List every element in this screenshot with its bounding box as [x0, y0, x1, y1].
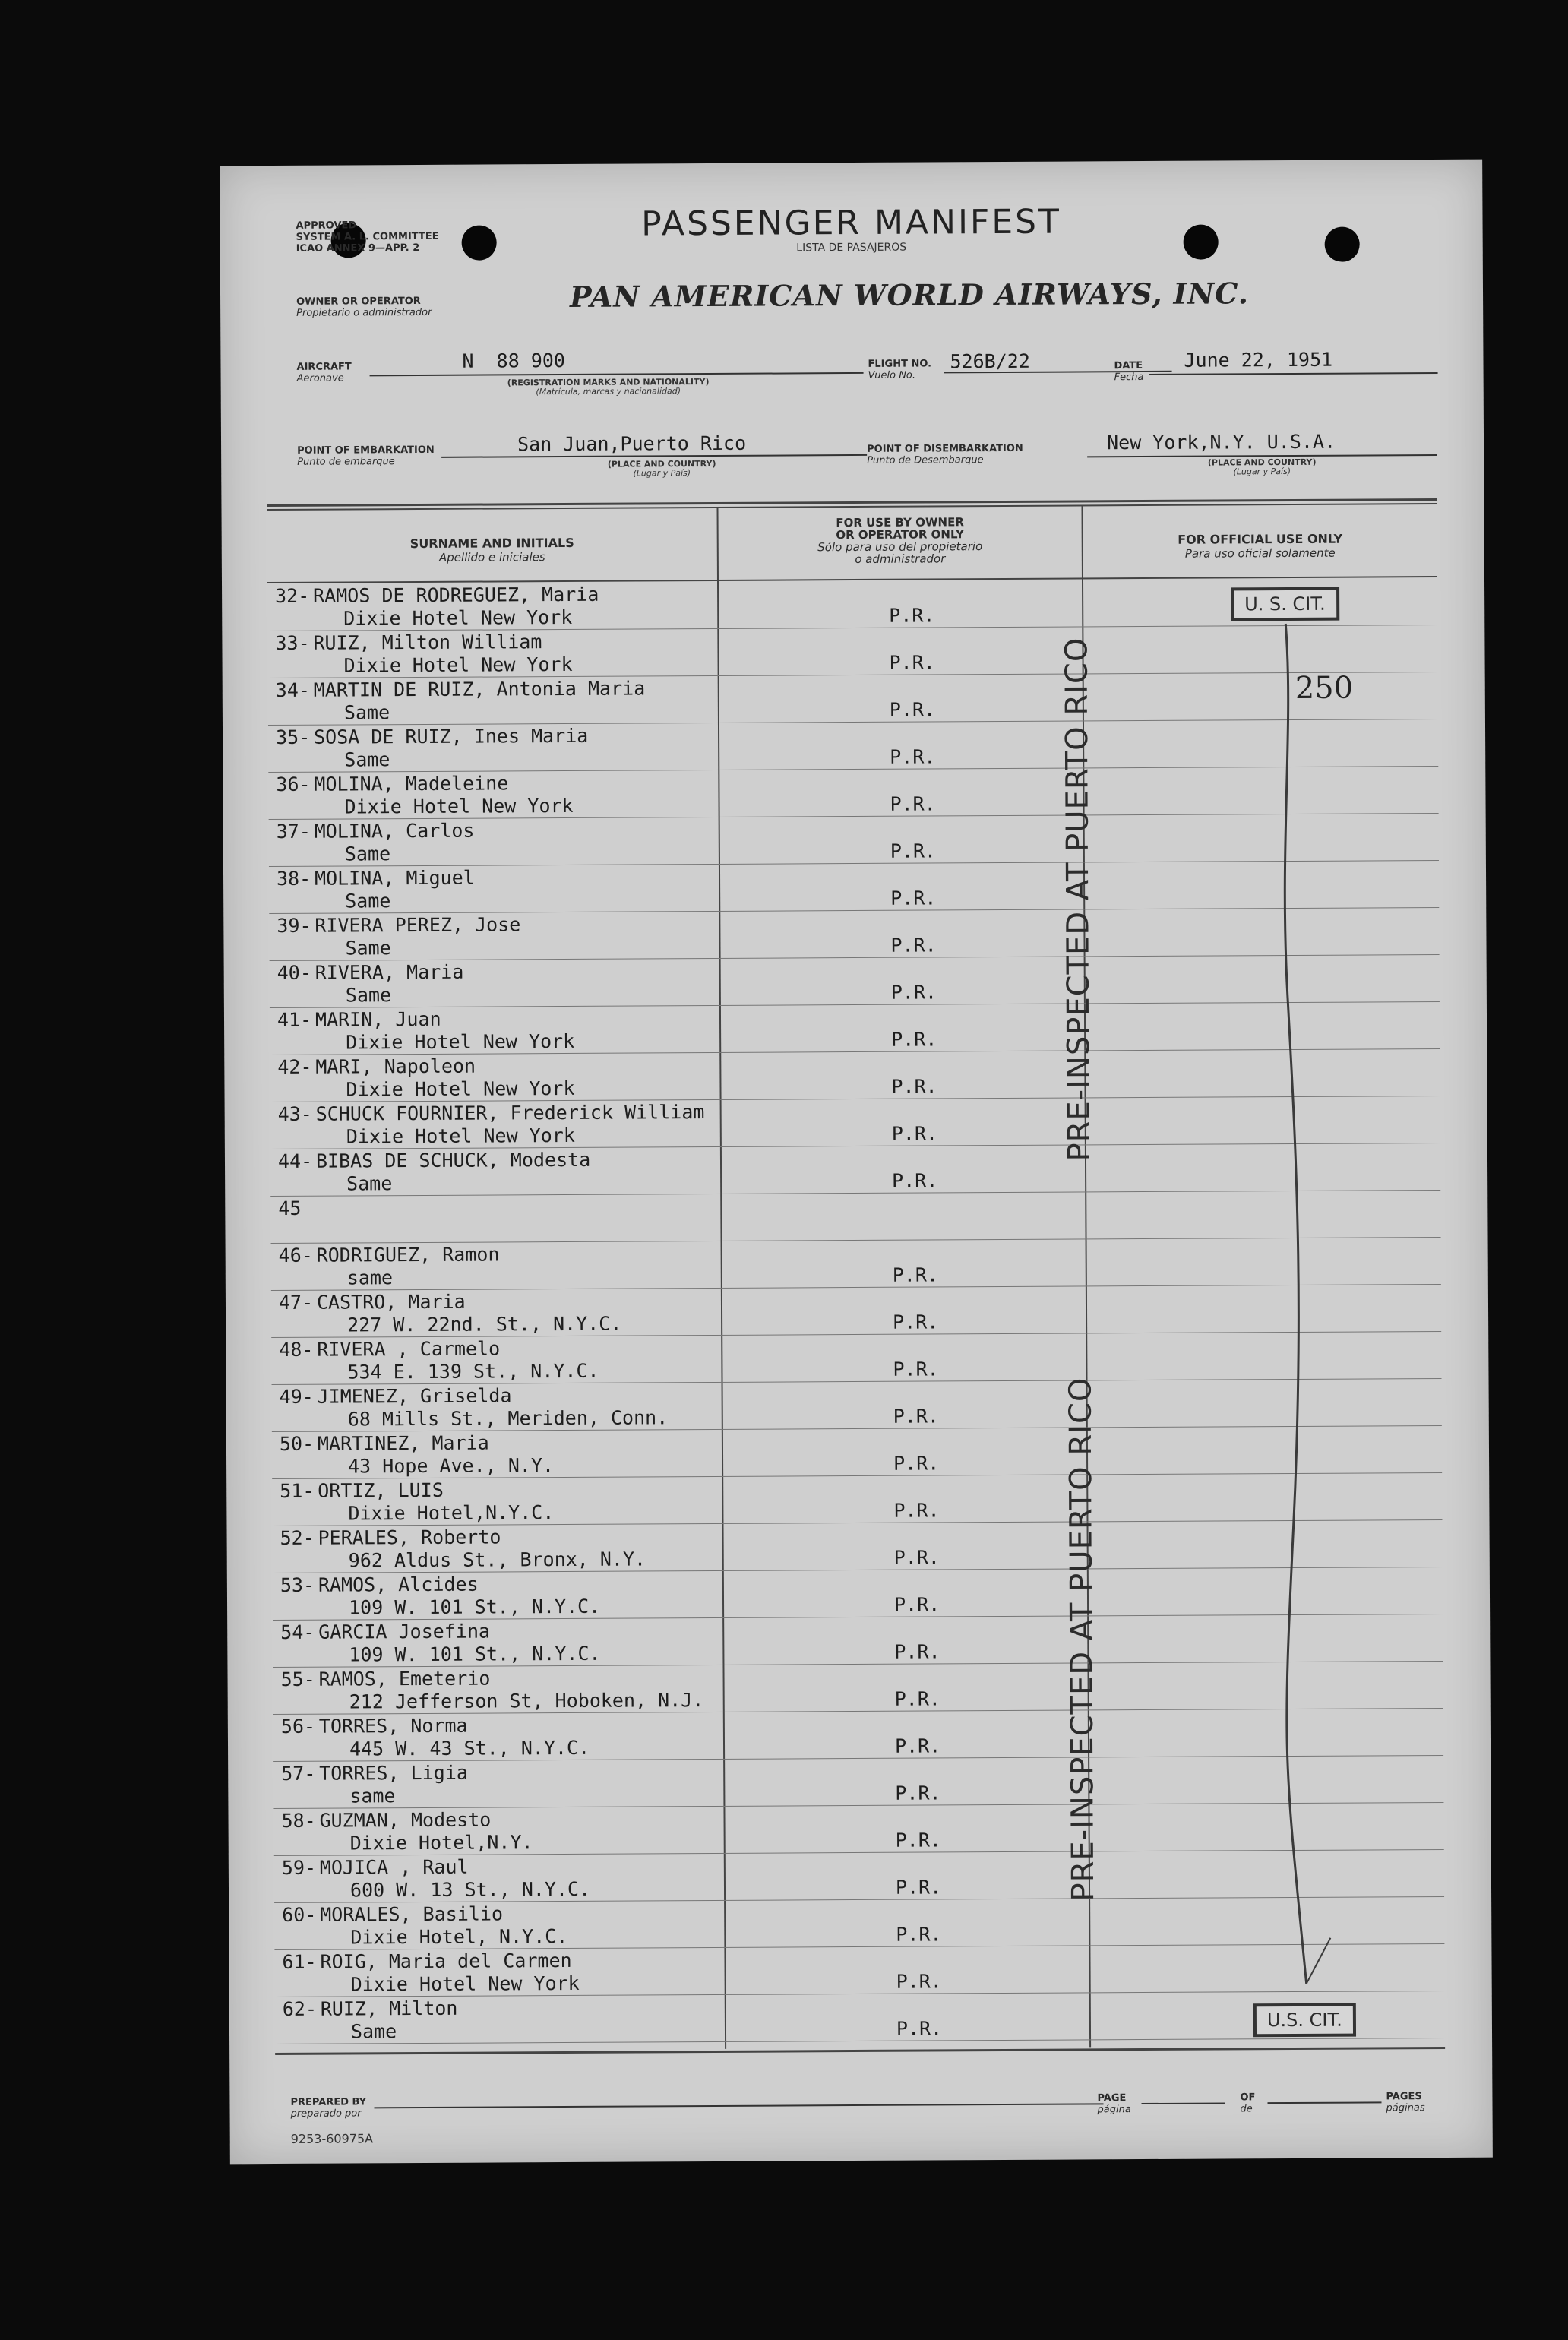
passenger-name: MARI, Napoleon [315, 1055, 476, 1078]
operator-mark: P.R. [890, 745, 936, 768]
passenger-number: 51- [280, 1479, 315, 1502]
page-label: PAGE página [1097, 2092, 1131, 2116]
passenger-address: 68 Mills St., Meriden, Conn. [347, 1406, 669, 1431]
passenger-name: ROIG, Maria del Carmen [320, 1949, 572, 1973]
passenger-name: RAMOS DE RODREGUEZ, Maria [313, 583, 599, 607]
passenger-address: Dixie Hotel,N.Y.C. [348, 1501, 555, 1525]
operator-mark: P.R. [890, 934, 937, 957]
passenger-number: 46- [278, 1244, 313, 1266]
passenger-name: RIVERA , Carmelo [317, 1337, 501, 1361]
operator-mark: P.R. [891, 1028, 937, 1051]
operator-mark: P.R. [890, 887, 937, 909]
owner-label: OWNER OR OPERATOR Propietario o administrador [296, 295, 432, 319]
operator-mark: P.R. [892, 1169, 938, 1192]
passenger-number: 56- [280, 1715, 316, 1738]
date-value: June 22, 1951 [1184, 348, 1333, 372]
passenger-name: MOLINA, Miguel [314, 866, 475, 890]
passenger-number: 59- [281, 1856, 317, 1879]
passenger-number: 61- [282, 1950, 317, 1973]
passenger-address: 445 W. 43 St., N.Y.C. [349, 1736, 590, 1760]
passenger-name: TORRES, Norma [318, 1714, 468, 1738]
passenger-address: Dixie Hotel New York [343, 653, 573, 677]
operator-mark: P.R. [891, 1075, 937, 1098]
operator-mark: P.R. [889, 604, 935, 627]
passenger-number: 44- [277, 1149, 313, 1172]
operator-mark: P.R. [894, 1734, 941, 1757]
operator-mark: P.R. [894, 1640, 940, 1663]
passenger-name: CASTRO, Maria [316, 1290, 466, 1314]
bracket-line [1255, 616, 1339, 2014]
passenger-address: Dixie Hotel New York [343, 606, 573, 630]
form-code: 9253-60975A [290, 2131, 374, 2146]
passenger-address: Same [345, 937, 391, 960]
passenger-name: MOLINA, Carlos [314, 819, 475, 843]
operator-mark: P.R. [896, 2017, 943, 2040]
approval-line: APPROVED [296, 220, 357, 232]
us-citizen-stamp: U.S. CIT. [1253, 2003, 1356, 2038]
operator-mark: P.R. [896, 1970, 942, 1993]
passenger-name: RAMOS, Alcides [318, 1573, 479, 1596]
operator-mark: P.R. [890, 840, 937, 862]
operator-mark: P.R. [894, 1687, 940, 1710]
passenger-name: GUZMAN, Modesto [319, 1808, 492, 1832]
passenger-number: 54- [280, 1621, 315, 1643]
passenger-number: 43- [277, 1102, 312, 1125]
of-label: OF de [1240, 2092, 1256, 2115]
pre-inspected-stamp: PRE-INSPECTED AT PUERTO RICO [1063, 1377, 1102, 1902]
company-name: PAN AMERICAN WORLD AIRWAYS, INC. [569, 276, 1250, 314]
pre-inspected-stamp: PRE-INSPECTED AT PUERTO RICO [1059, 637, 1098, 1162]
passenger-number: 57- [281, 1762, 316, 1785]
passenger-number: 33- [275, 631, 310, 654]
flight-label: FLIGHT NO. Vuelo No. [868, 358, 932, 381]
disembark-place-caption: (PLACE AND COUNTRY) (Lugar y País) [1207, 457, 1317, 477]
passenger-number: 35- [275, 726, 311, 748]
prepared-line [375, 2103, 1104, 2108]
passenger-name: MARTINEZ, Maria [317, 1431, 489, 1455]
passenger-address: 600 W. 13 St., N.Y.C. [349, 1877, 591, 1902]
passenger-address: Dixie Hotel New York [346, 1077, 575, 1101]
col-head-operator: FOR USE BY OWNER OR OPERATOR ONLY Sólo para uso del propietario o administrador [817, 515, 983, 566]
passenger-number: 36- [276, 773, 311, 795]
disembark-label: POINT OF DISEMBARKATION Punto de Desembarque [867, 442, 1023, 466]
passenger-number: 53- [280, 1573, 315, 1596]
passenger-name: RIVERA PEREZ, Jose [315, 913, 521, 937]
passenger-address: Same [350, 2020, 397, 2043]
passenger-name: SOSA DE RUIZ, Ines Maria [313, 724, 589, 748]
operator-mark: P.R. [895, 1782, 941, 1804]
passenger-address: Dixie Hotel,N.Y. [349, 1831, 533, 1855]
passenger-address: 227 W. 22nd. St., N.Y.C. [347, 1312, 622, 1336]
passenger-address: 43 Hope Ave., N.Y. [348, 1454, 555, 1478]
passenger-name: MOLINA, Madeleine [314, 772, 509, 795]
pages-label: PAGES páginas [1386, 2091, 1425, 2114]
passenger-number: 55- [280, 1668, 315, 1690]
date-label: DATE Fecha [1114, 360, 1144, 384]
operator-mark: P.R. [890, 981, 937, 1004]
aircraft-label: AIRCRAFT Aeronave [296, 361, 352, 384]
flight-value: 526B/22 [950, 349, 1030, 373]
operator-mark: P.R. [893, 1546, 940, 1569]
passenger-name: MARTIN DE RUIZ, Antonia Maria [313, 677, 646, 701]
passenger-number: 62- [282, 1997, 318, 2020]
passenger-number: 52- [280, 1526, 315, 1549]
passenger-number: 50- [279, 1432, 315, 1455]
passenger-name: PERALES, Roberto [318, 1526, 501, 1549]
passenger-name: RAMOS, Emeterio [318, 1667, 491, 1690]
passenger-address: 109 W. 101 St., N.Y.C. [348, 1595, 601, 1619]
passenger-number: 58- [281, 1809, 316, 1832]
embark-value: San Juan,Puerto Rico [517, 432, 747, 456]
operator-mark: P.R. [891, 1122, 938, 1145]
operator-mark: P.R. [889, 651, 935, 674]
passenger-address: Same [346, 1172, 393, 1195]
date-line [1149, 372, 1438, 375]
passenger-address: Same [343, 701, 390, 724]
page-line [1141, 2102, 1225, 2104]
manifest-sheet [220, 160, 1493, 2164]
embark-label: POINT OF EMBARKATION Punto de embarque [297, 444, 435, 468]
passenger-address: Same [345, 984, 392, 1007]
passenger-number: 40- [277, 961, 311, 984]
operator-mark: P.R. [893, 1405, 940, 1428]
passenger-number: 42- [277, 1055, 312, 1078]
count-mark: 250 [1295, 670, 1354, 706]
approval-line: ICAO ANNEX 9—APP. 2 [296, 242, 420, 255]
aircraft-value: N 88 900 [462, 349, 566, 372]
passenger-number: 48- [279, 1338, 314, 1361]
passenger-number: 39- [277, 914, 311, 937]
operator-mark: P.R. [896, 1923, 942, 1946]
form-subtitle: LISTA DE PASAJEROS [796, 241, 907, 255]
passenger-name: TORRES, Ligia [319, 1761, 468, 1785]
passenger-name: RUIZ, Milton William [313, 631, 542, 654]
passenger-number: 34- [275, 678, 310, 701]
passenger-number: 32- [275, 584, 310, 607]
passenger-address: Dixie Hotel New York [350, 1972, 580, 1996]
aircraft-line [370, 372, 864, 376]
embark-place-caption: (PLACE AND COUNTRY) (Lugar y País) [607, 458, 716, 479]
passenger-name: RUIZ, Milton [320, 1997, 458, 2020]
passenger-address: Dixie Hotel, N.Y.C. [350, 1925, 568, 1949]
approval-line: SYSTEM A. L. COMMITTEE [296, 230, 439, 243]
passenger-number: 38- [276, 867, 311, 890]
passenger-address: Dixie Hotel New York [346, 1124, 575, 1148]
passenger-name: MORALES, Basilio [320, 1902, 504, 1926]
prepared-by-label: PREPARED BY preparado por [290, 2096, 367, 2120]
operator-mark: P.R. [893, 1593, 940, 1616]
registration-caption: (REGISTRATION MARKS AND NATIONALITY) (Matrícula, marcas y nacionalidad) [507, 376, 710, 397]
form-title: PASSENGER MANIFEST [641, 202, 1062, 244]
passenger-address: same [349, 1785, 396, 1807]
passenger-number: 49- [279, 1385, 314, 1408]
passenger-name: BIBAS DE SCHUCK, Modesta [315, 1148, 591, 1172]
passenger-address: 534 E. 139 St., N.Y.C. [347, 1359, 599, 1383]
col-head-surname: SURNAME AND INITIALS Apellido e iniciales [409, 535, 574, 564]
passenger-name: MOJICA , Raul [319, 1855, 469, 1879]
passenger-name: RIVERA, Maria [315, 960, 464, 984]
operator-mark: P.R. [895, 1829, 941, 1851]
passenger-address: Same [344, 748, 390, 771]
passenger-number: 47- [278, 1291, 314, 1314]
passenger-name: ORTIZ, LUIS [318, 1478, 444, 1502]
disembark-value: New York,N.Y. U.S.A. [1106, 430, 1336, 454]
operator-mark: P.R. [890, 792, 936, 815]
operator-mark: P.R. [893, 1452, 940, 1475]
passenger-address: Same [345, 890, 391, 912]
operator-mark: P.R. [893, 1358, 939, 1380]
passenger-address: 962 Aldus St., Bronx, N.Y. [348, 1548, 646, 1572]
operator-mark: P.R. [893, 1311, 939, 1333]
operator-mark: P.R. [895, 1876, 942, 1899]
operator-mark: P.R. [892, 1263, 939, 1286]
us-citizen-stamp: U. S. CIT. [1231, 587, 1339, 621]
passenger-address: Dixie Hotel New York [346, 1029, 575, 1054]
passenger-number: 45 [278, 1197, 302, 1219]
passenger-address: same [346, 1266, 394, 1289]
passenger-address: 212 Jefferson St, Hoboken, N.J. [349, 1689, 704, 1713]
operator-mark: P.R. [889, 698, 936, 721]
operator-mark: P.R. [893, 1499, 940, 1522]
passenger-name: RODRIGUEZ, Ramon [316, 1243, 500, 1266]
passenger-name: MARIN, Juan [315, 1007, 441, 1031]
col-head-official: FOR OFFICIAL USE ONLY Para uso oficial solamente [1178, 531, 1343, 561]
embark-line [441, 454, 867, 458]
passenger-address: Same [344, 843, 391, 865]
passenger-number: 37- [276, 820, 311, 843]
passenger-address: Dixie Hotel New York [344, 794, 574, 818]
table-bottom-rule [275, 2047, 1445, 2055]
passenger-address: 109 W. 101 St., N.Y.C. [349, 1642, 601, 1666]
pages-line [1267, 2101, 1381, 2104]
passenger-name: JIMENEZ, Griselda [317, 1384, 512, 1408]
passenger-number: 60- [282, 1903, 317, 1926]
passenger-number: 41- [277, 1008, 312, 1031]
passenger-name: GARCIA Josefina [318, 1620, 491, 1643]
passenger-name: SCHUCK FOURNIER, Frederick William [315, 1101, 705, 1125]
